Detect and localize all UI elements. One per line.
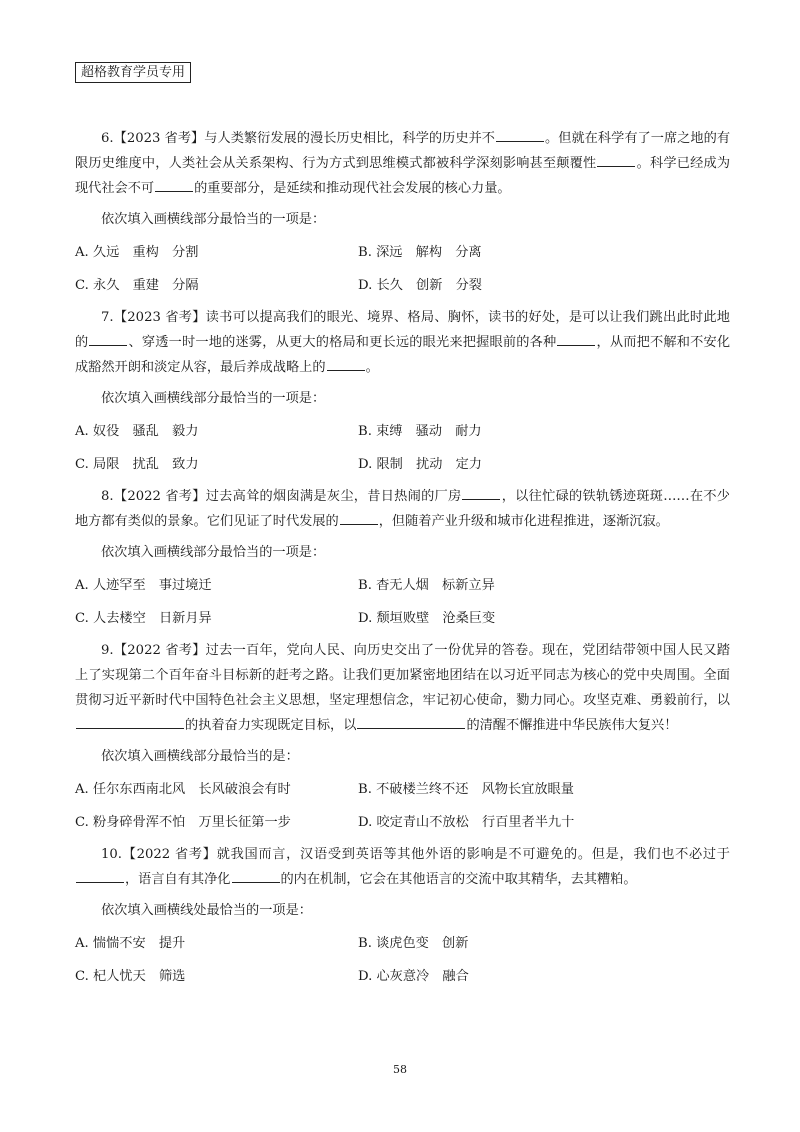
page-number: 58 xyxy=(393,1063,407,1076)
option-a: A. 人迹罕至 事过境迁 xyxy=(75,578,212,593)
question-7-stem: 7.【2023 省考】读书可以提高我们的眼光、境界、格局、胸怀，读书的好处，是可以让我们跳出此时此地的 、穿透一时一地的迷雾，从更大的格局和更长远的眼光来把握眼前的各种 ，从而把不解和不安化成豁然开朗和淡定从容，最后养成战略上的 。 xyxy=(75,310,731,375)
question-number: 7.【2023 省考】 xyxy=(101,310,206,325)
question-9-stem: 9.【2022 省考】过去一百年，党向人民、向历史交出了一份优异的答卷。现在，党团结带领中国人民又踏上了实现第二个百年奋斗目标新的赶考之路。让我们更加紧密地团结在以习近平同志为核心的党中央周围。全面贯彻习近平新时代中国特色社会主义思想，坚定理想信念，牢记初心使命，勠力同心。攻坚克难、勇毅前行，以的执着奋力实现既定目标，以 的清醒不懈推进中华民族伟大复兴！ xyxy=(75,643,730,733)
answer-blank xyxy=(357,714,465,729)
question-prompt: 依次填入画横线部分最恰当的是： xyxy=(101,749,299,764)
answer-blank xyxy=(155,177,193,192)
option-a: A. 任尔东西南北风 长风破浪会有时 xyxy=(75,782,291,797)
answer-blank xyxy=(76,868,124,883)
option-c: C. 粉身碎骨浑不怕 万里长征第一步 xyxy=(75,815,291,830)
question-10-stem: 10.【2022 省考】就我国而言，汉语受到英语等其他外语的影响是不可避免的。但是，我们也不必过于，语言自有其净化 的内在机制，它会在其他语言的交流中取其精华，去其糟粕。 xyxy=(75,842,730,892)
question-prompt: 依次填入画横线部分最恰当的一项是： xyxy=(101,212,326,227)
question-10 xyxy=(75,842,730,993)
question-prompt: 依次填入画横线处最恰当的一项是： xyxy=(101,903,312,918)
option-grid xyxy=(75,236,730,302)
option-d: D. 咬定青山不放松 行百里者半九十 xyxy=(358,815,575,830)
answer-blank xyxy=(597,152,635,167)
question-prompt: 依次填入画横线部分最恰当的一项是： xyxy=(101,391,326,406)
question-8-stem: 8.【2022 省考】过去高耸的烟囱满是灰尘，昔日热闹的厂房 ，以往忙碌的铁轨锈迹斑斑……在不少地方都有类似的景象。它们见证了时代发展的 ，但随着产业升级和城市化进程推进，逐渐沉寂。 xyxy=(75,484,730,534)
option-grid xyxy=(75,773,730,839)
answer-blank xyxy=(557,331,595,346)
option-b: B. 杳无人烟 标新立异 xyxy=(358,578,495,593)
option-c: C. 人去楼空 日新月异 xyxy=(75,611,212,626)
answer-blank xyxy=(89,331,127,346)
option-c: C. 杞人忧天 筛选 xyxy=(75,969,186,984)
question-prompt: 依次填入画横线部分最恰当的一项是： xyxy=(101,545,326,560)
option-d: D. 限制 扰动 定力 xyxy=(358,457,482,472)
option-d: D. 长久 创新 分裂 xyxy=(358,278,482,293)
question-7 xyxy=(75,305,730,481)
answer-blank xyxy=(496,127,544,142)
option-c: C. 永久 重建 分隔 xyxy=(75,278,199,293)
option-b: B. 束缚 骚动 耐力 xyxy=(358,424,482,439)
option-d: D. 心灰意冷 融合 xyxy=(358,969,469,984)
question-number: 6.【2023 省考】 xyxy=(101,131,205,146)
option-grid xyxy=(75,569,730,635)
question-number: 9.【2022 省考】 xyxy=(101,643,206,658)
answer-blank xyxy=(232,868,280,883)
question-8 xyxy=(75,484,730,635)
option-b: B. 深远 解构 分离 xyxy=(358,245,482,260)
watermark-label: 超格教育学员专用 xyxy=(75,62,191,83)
question-6-stem: 6.【2023 省考】与人类繁衍发展的漫长历史相比，科学的历史并不 。但就在科学有了一席之地的有限历史维度中，人类社会从关系架构、行为方式到思维模式都被科学深刻影响甚至颠覆性 。科学已经成为现代社会不可 的重要部分，是延续和推动现代社会发展的核心力量。 xyxy=(75,126,730,201)
option-grid xyxy=(75,415,730,481)
question-number: 8.【2022 省考】 xyxy=(101,489,206,504)
option-a: A. 久远 重构 分割 xyxy=(75,245,199,260)
answer-blank xyxy=(462,485,500,500)
question-number: 10.【2022 省考】 xyxy=(101,847,217,862)
answer-blank xyxy=(327,356,365,371)
answer-blank xyxy=(76,714,184,729)
option-d: D. 颓垣败壁 沧桑巨变 xyxy=(358,611,496,626)
option-c: C. 局限 扰乱 致力 xyxy=(75,457,199,472)
option-b: B. 不破楼兰终不还 风物长宜放眼量 xyxy=(358,782,574,797)
option-grid xyxy=(75,927,730,993)
question-6 xyxy=(75,126,730,302)
option-a: A. 惴惴不安 提升 xyxy=(75,936,186,951)
question-9 xyxy=(75,638,730,839)
answer-blank xyxy=(340,510,378,525)
option-a: A. 奴役 骚乱 毅力 xyxy=(75,424,199,439)
question-list xyxy=(75,126,730,996)
option-b: B. 谈虎色变 创新 xyxy=(358,936,469,951)
